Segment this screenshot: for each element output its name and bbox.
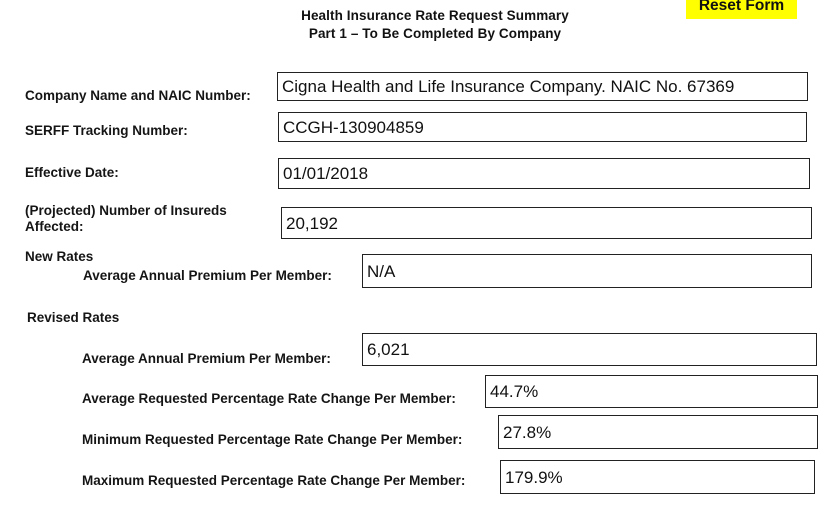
insureds-affected-label: (Projected) Number of Insureds Affected: [25,203,227,234]
revised-rates-heading: Revised Rates [27,310,120,325]
form-title-line1: Health Insurance Rate Request Summary [301,8,569,23]
max-requested-rate-change-label: Maximum Requested Percentage Rate Change Per Member: [82,473,466,488]
serff-tracking-input[interactable] [278,112,807,142]
new-rates-heading: New Rates [25,249,94,264]
insureds-affected-input[interactable] [281,207,812,239]
new-rates-avg-premium-label: Average Annual Premium Per Member: [83,268,332,283]
company-name-input[interactable] [277,72,808,101]
new-rates-avg-premium-input[interactable] [362,254,812,288]
company-name-label: Company Name and NAIC Number: [25,88,251,103]
revised-avg-premium-label: Average Annual Premium Per Member: [82,351,331,366]
effective-date-input[interactable] [278,158,810,189]
revised-avg-premium-input[interactable] [362,333,817,366]
avg-requested-rate-change-input[interactable] [485,375,818,408]
max-requested-rate-change-input[interactable] [500,460,815,494]
avg-requested-rate-change-label: Average Requested Percentage Rate Change Per Member: [82,391,456,406]
reset-form-button[interactable]: Reset Form [686,0,797,19]
serff-tracking-label: SERFF Tracking Number: [25,123,188,138]
form-title-line2: Part 1 – To Be Completed By Company [308,26,562,41]
effective-date-label: Effective Date: [25,165,119,180]
min-requested-rate-change-label: Minimum Requested Percentage Rate Change Per Member: [82,432,463,447]
min-requested-rate-change-input[interactable] [498,415,818,449]
